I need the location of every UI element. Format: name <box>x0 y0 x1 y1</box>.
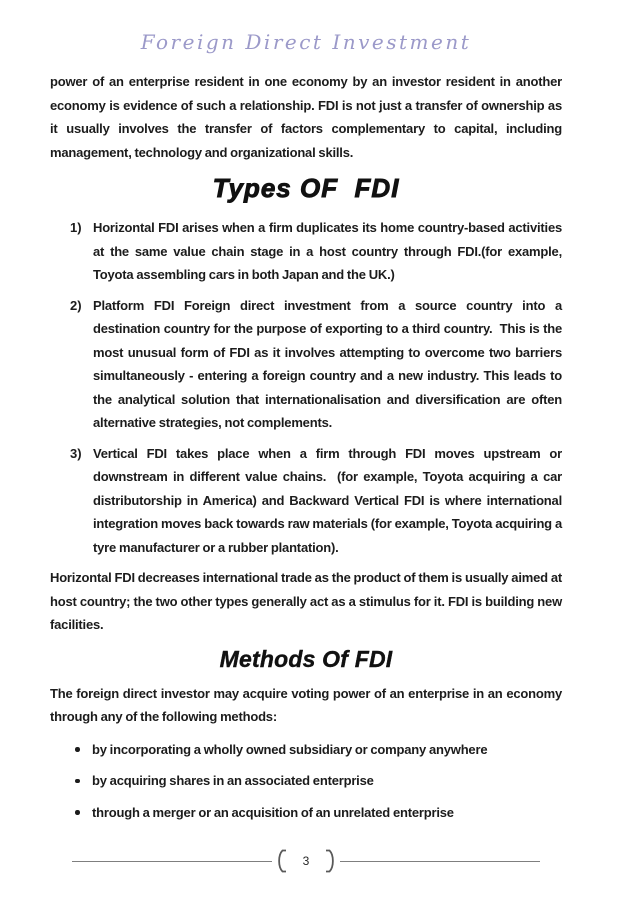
footer-rule-left <box>72 861 272 862</box>
bullet-dot-icon <box>75 810 80 815</box>
page-number: 3 <box>302 854 310 868</box>
intro-paragraph: power of an enterprise resident in one economy by an investor resident in another economy is evidence of such a relationship. FDI is not just a transfer of ownership as it usually involves the transfer of factors complementary to capital, including management, technology and organizational skills. <box>50 74 565 160</box>
fdi-types-list <box>50 216 565 559</box>
bullet-item-subsidiary <box>50 738 562 762</box>
page-footer <box>72 849 540 873</box>
right-bracket-icon <box>325 849 336 873</box>
fdi-methods-list <box>50 738 562 825</box>
section-title-types-of-fdi: Types OF FDI <box>212 173 400 203</box>
list-item-text: Vertical FDI takes place when a firm through FDI moves upstream or downstream in different value chains. (for example, Toyota acquiring a car distributorship in America) and Backward Vertical FDI is where international integration moves back towards raw materials (for example, Toyota acquiring a tyre manufacturer or a rubber plantation). <box>93 445 565 555</box>
list-item-text: Horizontal FDI arises when a firm duplicates its home country-based activities at the same value chain stage in a host country through FDI.(for example, Toyota assembling cars in both Japan and the UK.) <box>93 220 565 282</box>
section-title-methods-of-fdi: Methods Of FDI <box>219 645 393 672</box>
bullet-dot-icon <box>75 779 80 784</box>
bullet-item-text: by incorporating a wholly owned subsidiary or company anywhere <box>92 741 488 757</box>
list-number: 3) <box>70 445 82 461</box>
bullet-item-shares <box>50 769 562 793</box>
list-item-text: Platform FDI Foreign direct investment from a source country into a destination country for the purpose of exporting to a third country. This is the most unusual form of FDI as it involves attempting to overcome two barriers simultaneously - entering a foreign country and a new industry. This leads to the analytical solution that internationalisation and diversification are often alternative strategies, not complements. <box>93 297 565 430</box>
list-item-horizontal-fdi <box>50 216 565 287</box>
list-item-vertical-fdi <box>50 442 565 560</box>
page-header <box>50 30 562 58</box>
bullet-item-merger <box>50 801 562 825</box>
left-bracket-icon <box>276 849 287 873</box>
list-number: 2) <box>70 297 82 313</box>
bullet-item-text: by acquiring shares in an associated enterprise <box>92 773 374 788</box>
methods-intro-paragraph: The foreign direct investor may acquire voting power of an enterprise in an economy through any of the following methods: <box>50 685 565 724</box>
bullet-item-text: through a merger or an acquisition of an unrelated enterprise <box>92 804 454 820</box>
list-item-platform-fdi <box>50 294 565 435</box>
bullet-dot-icon <box>75 747 80 752</box>
types-summary-paragraph: Horizontal FDI decreases international trade as the product of them is usually aimed at host country; the two other types generally act as a stimulus for it. FDI is building new facilities. <box>50 570 565 632</box>
footer-rule-right <box>340 861 540 862</box>
header-title: Foreign Direct Investment <box>140 30 472 54</box>
list-number: 1) <box>70 220 82 235</box>
